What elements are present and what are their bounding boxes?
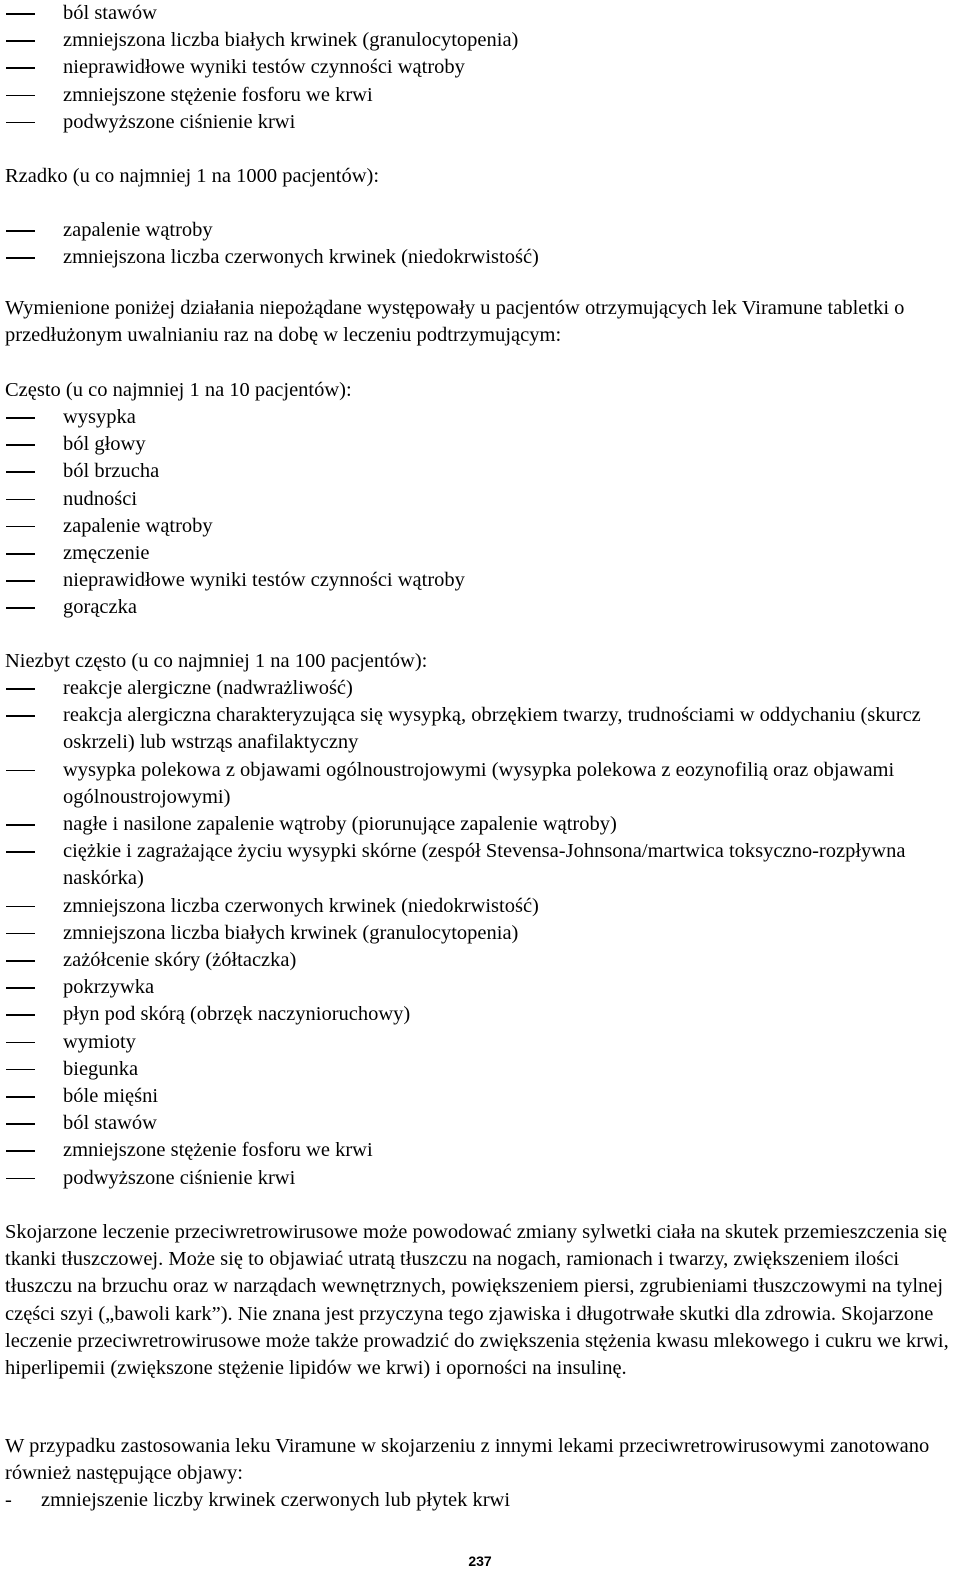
list-item: nieprawidłowe wyniki testów czynności wątroby <box>5 567 955 594</box>
list-item: zmniejszona liczba czerwonych krwinek (niedokrwistość) <box>5 893 955 920</box>
combined-therapy-paragraph: Skojarzone leczenie przeciwretrowirusowe może powodować zmiany sylwetki ciała na skutek przemieszczenia się tkanki tłuszczowej. Może się to objawiać utratą tłuszczu na nogach, ramionach i twarzy, zwiększeniem ilości tłuszczu na brzuchu oraz w narządach wewnętrznych, powiększeniem piersi, zgrubieniami tłuszczowymi na tylnej części szyi („bawoli kark”). Nie znana jest przyczyna tego zjawiska i długotrwałe skutki dla zdrowia. Skojarzone leczenie przeciwretrowirusowe może także prowadzić do zwiększenia stężenia kwasu mlekowego i cukru we krwi, hiperlipemii (zwiększone stężenie lipidów we krwi) i oporności na insulinę. <box>5 1221 949 1380</box>
rare-list <box>5 217 955 271</box>
list-item: nieprawidłowe wyniki testów czynności wątroby <box>5 54 955 81</box>
list-item: zażółcenie skóry (żółtaczka) <box>5 947 955 974</box>
common-heading: Często (u co najmniej 1 na 10 pacjentów): <box>5 379 352 401</box>
list-item: nagłe i nasilone zapalenie wątroby (piorunujące zapalenie wątroby) <box>5 811 955 838</box>
page-number: 237 <box>468 1553 492 1569</box>
list-item: wymioty <box>5 1029 955 1056</box>
list-item: ciężkie i zagrażające życiu wysypki skórne (zespół Stevensa-Johnsona/martwica toksyczno-rozpływna naskórka) <box>5 838 955 892</box>
list-item: wysypka <box>5 404 955 431</box>
list-item: ból brzucha <box>5 458 955 485</box>
list-item: zmniejszona liczba białych krwinek (granulocytopenia) <box>5 920 955 947</box>
side-effects-list-continued <box>5 0 955 136</box>
final-list-item <box>5 1487 960 1514</box>
list-item: pokrzywka <box>5 974 955 1001</box>
list-item: biegunka <box>5 1056 955 1083</box>
uncommon-heading: Niezbyt często (u co najmniej 1 na 100 pacjentów): <box>5 650 428 672</box>
list-item: nudności <box>5 486 955 513</box>
list-item: zapalenie wątroby <box>5 513 955 540</box>
list-item: bóle mięśni <box>5 1083 955 1110</box>
list-item: ból głowy <box>5 431 955 458</box>
final-list-item-text: zmniejszenie liczby krwinek czerwonych lub płytek krwi <box>41 1489 511 1511</box>
list-item: zmniejszone stężenie fosforu we krwi <box>5 82 955 109</box>
list-item: reakcje alergiczne (nadwrażliwość) <box>5 675 955 702</box>
intro-paragraph: Wymienione poniżej działania niepożądane występowały u pacjentów otrzymujących lek Viramune tabletki o przedłużonym uwalnianiu raz na dobę w leczeniu podtrzymującym: <box>5 297 905 347</box>
list-item: podwyższone ciśnienie krwi <box>5 109 955 136</box>
common-list <box>5 404 955 622</box>
list-item: zmniejszona liczba czerwonych krwinek (niedokrwistość) <box>5 244 955 271</box>
list-item: wysypka polekowa z objawami ogólnoustrojowymi (wysypka polekowa z eozynofilią oraz objawami ogólnoustrojowymi) <box>5 757 955 811</box>
list-item: podwyższone ciśnienie krwi <box>5 1165 955 1192</box>
list-item: reakcja alergiczna charakteryzująca się wysypką, obrzękiem twarzy, trudnościami w oddychaniu (skurcz oskrzeli) lub wstrząs anafilaktyczny <box>5 702 955 756</box>
rare-heading: Rzadko (u co najmniej 1 na 1000 pacjentów): <box>5 165 380 187</box>
list-item: zapalenie wątroby <box>5 217 955 244</box>
list-item: ból stawów <box>5 0 955 27</box>
list-item: zmęczenie <box>5 540 955 567</box>
final-paragraph: W przypadku zastosowania leku Viramune w skojarzeniu z innymi lekami przeciwretrowirusowymi zanotowano również następujące objawy: <box>5 1435 930 1485</box>
list-item: płyn pod skórą (obrzęk naczynioruchowy) <box>5 1001 955 1028</box>
list-item: zmniejszone stężenie fosforu we krwi <box>5 1137 955 1164</box>
list-item: gorączka <box>5 594 955 621</box>
list-item: zmniejszona liczba białych krwinek (granulocytopenia) <box>5 27 955 54</box>
list-item: ból stawów <box>5 1110 955 1137</box>
uncommon-list <box>5 675 955 1192</box>
hyphen-marker: - <box>5 1489 12 1511</box>
